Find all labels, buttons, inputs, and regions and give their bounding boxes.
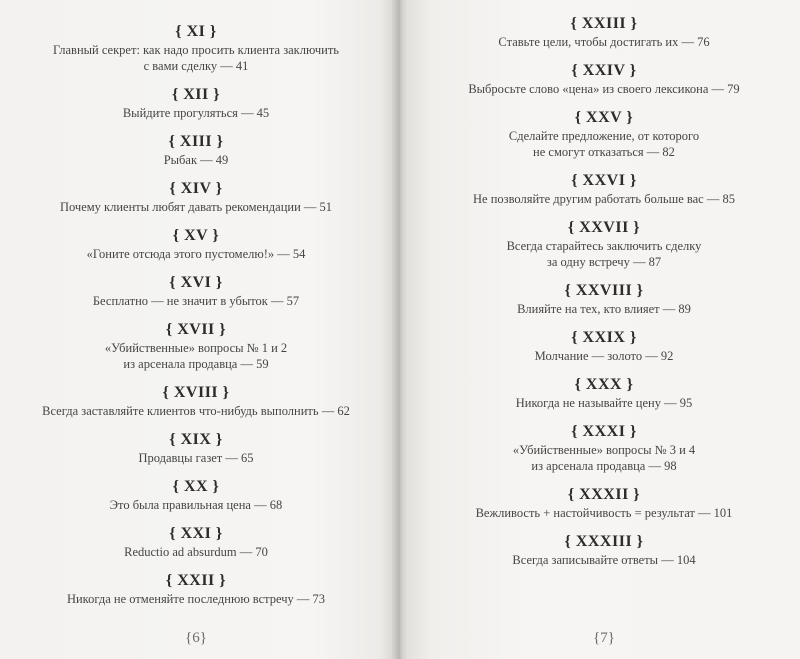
page-number-right: {7}	[593, 630, 615, 646]
chapter-numeral: { XXXIII }	[564, 533, 644, 550]
chapter-numeral: { XII }	[171, 86, 221, 103]
right-page	[408, 0, 800, 659]
toc-entry	[408, 13, 800, 50]
chapter-title-line: Это была правильная цена — 68	[109, 498, 283, 512]
chapter-numeral: { XXIX }	[571, 329, 637, 346]
toc-entry	[0, 476, 392, 513]
toc-entry	[408, 60, 800, 97]
chapter-title-line: Выбросьте слово «цена» из своего лексикона — 79	[468, 82, 740, 96]
chapter-title-line: за одну встречу — 87	[546, 255, 662, 269]
chapter-numeral: { XVIII }	[162, 384, 230, 401]
chapter-title-line: Всегда заставляйте клиентов что-нибудь выполнить — 62	[42, 404, 350, 418]
chapter-title-line: «Убийственные» вопросы № 3 и 4	[512, 443, 696, 457]
chapter-numeral: { XXVII }	[567, 219, 641, 236]
chapter-numeral: { XIV }	[169, 180, 223, 197]
toc-entry	[0, 178, 392, 215]
chapter-title-line: Никогда не называйте цену — 95	[515, 396, 693, 410]
chapter-title-line: Сделайте предложение, от которого	[508, 129, 700, 143]
chapter-numeral: { XV }	[172, 227, 220, 244]
toc-entry	[0, 225, 392, 262]
chapter-title-line: Молчание — золото — 92	[534, 349, 674, 363]
chapter-numeral: { XXVI }	[571, 172, 637, 189]
chapter-title-line: Reductio ad absurdum — 70	[124, 545, 268, 559]
chapter-title-line: Ставьте цели, чтобы достигать их — 76	[498, 35, 710, 49]
chapter-numeral: { XXI }	[169, 525, 223, 542]
chapter-numeral: { XXVIII }	[564, 282, 644, 299]
chapter-title-line: из арсенала продавца — 59	[123, 357, 269, 371]
chapter-title-line: Рыбак — 49	[163, 153, 229, 167]
chapter-title-line: Почему клиенты любят давать рекомендации — 51	[59, 200, 333, 214]
chapter-title-line: «Гоните отсюда этого пустомелю!» — 54	[86, 247, 306, 261]
toc-entry	[408, 170, 800, 207]
toc-entry	[408, 421, 800, 474]
table-of-contents-left	[0, 0, 392, 607]
left-page	[0, 0, 392, 659]
toc-entry	[0, 319, 392, 372]
toc-entry	[0, 272, 392, 309]
chapter-title-line: Бесплатно — не значит в убыток — 57	[92, 294, 300, 308]
chapter-title-line: из арсенала продавца — 98	[531, 459, 677, 473]
toc-entry	[408, 327, 800, 364]
chapter-numeral: { XX }	[172, 478, 220, 495]
chapter-numeral: { XI }	[175, 23, 217, 40]
toc-entry	[0, 131, 392, 168]
toc-entry	[408, 531, 800, 568]
chapter-title-line: Никогда не отменяйте последнюю встречу — 73	[66, 592, 326, 606]
chapter-numeral: { XXIV }	[571, 62, 637, 79]
chapter-numeral: { XXX }	[574, 376, 634, 393]
chapter-numeral: { XIX }	[169, 431, 223, 448]
toc-entry	[0, 84, 392, 121]
toc-entry	[408, 217, 800, 270]
chapter-title-line: Не позволяйте другим работать больше вас — 85	[473, 192, 735, 206]
chapter-numeral: { XXIII }	[570, 15, 638, 32]
chapter-title-line: Главный секрет: как надо просить клиента заключить	[52, 43, 339, 57]
chapter-title-line: Продавцы газет — 65	[138, 451, 254, 465]
chapter-title-line: Влияйте на тех, кто влияет — 89	[517, 302, 691, 316]
chapter-title-line: Всегда старайтесь заключить сделку	[506, 239, 702, 253]
chapter-numeral: { XXXI }	[571, 423, 637, 440]
toc-entry	[408, 107, 800, 160]
page-number-left: {6}	[185, 630, 207, 646]
toc-entry	[0, 523, 392, 560]
toc-entry	[0, 570, 392, 607]
chapter-title-line: Выйдите прогуляться — 45	[122, 106, 270, 120]
chapter-numeral: { XXXII }	[567, 486, 641, 503]
chapter-numeral: { XXV }	[574, 109, 634, 126]
chapter-title-line: «Убийственные» вопросы № 1 и 2	[104, 341, 288, 355]
book-gutter	[392, 0, 408, 659]
chapter-numeral: { XVI }	[169, 274, 223, 291]
toc-entry	[408, 280, 800, 317]
chapter-title-line: Вежливость + настойчивость = результат — 101	[475, 506, 733, 520]
chapter-title-line: Всегда записывайте ответы — 104	[512, 553, 696, 567]
toc-entry	[0, 429, 392, 466]
chapter-numeral: { XVII }	[165, 321, 227, 338]
toc-entry	[0, 382, 392, 419]
toc-entry	[408, 374, 800, 411]
chapter-title-line: с вами сделку — 41	[143, 59, 249, 73]
chapter-title-line: не смогут отказаться — 82	[533, 145, 675, 159]
toc-entry	[408, 484, 800, 521]
chapter-numeral: { XXII }	[165, 572, 227, 589]
toc-entry	[0, 21, 392, 74]
table-of-contents-right	[408, 0, 800, 568]
chapter-numeral: { XIII }	[168, 133, 224, 150]
